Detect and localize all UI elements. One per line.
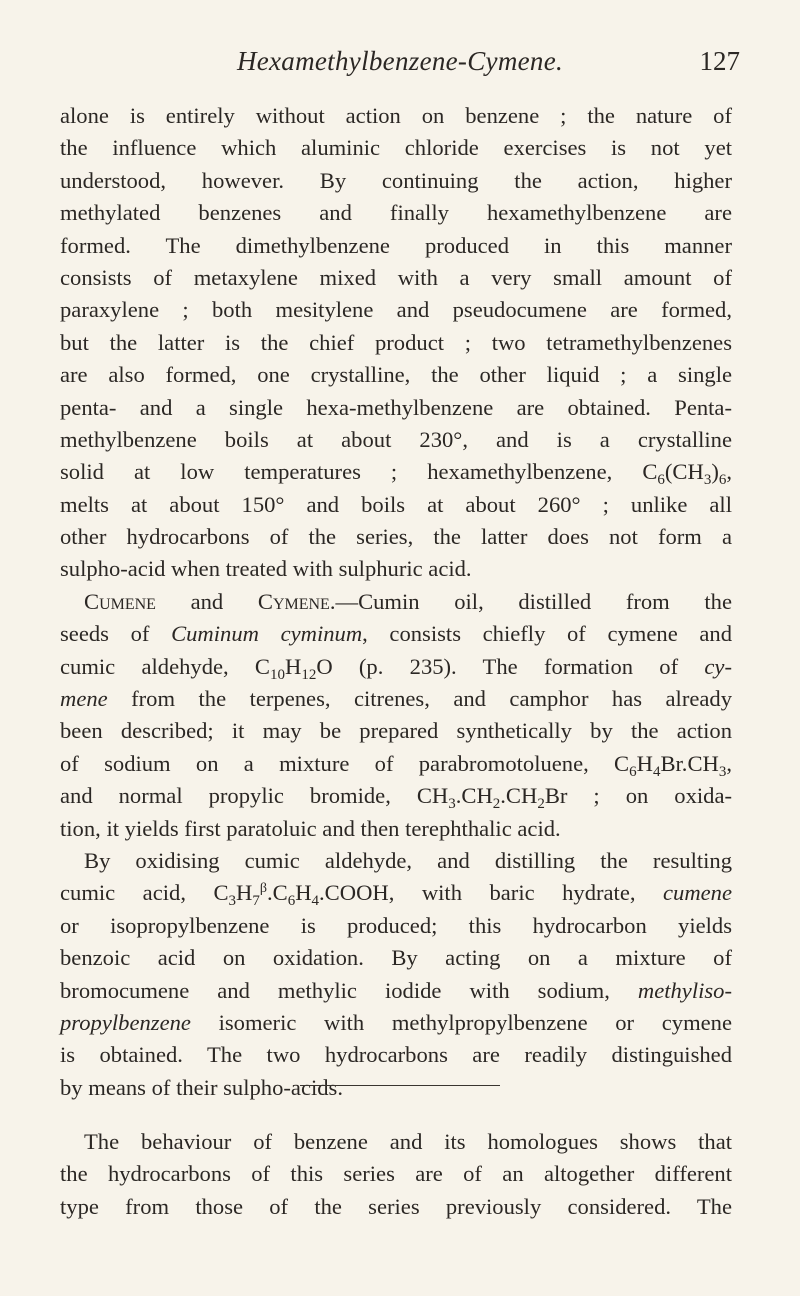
text-line: By oxidising cumic aldehyde, and distilling the resulting	[84, 847, 732, 873]
text-line-formula: cumic acid, $C_3H_7^\beta.C_6H_4.COOH$, with baric hydrate, cumene	[60, 880, 732, 910]
paragraph-cumene-cymene	[60, 586, 732, 845]
page-number: 127	[699, 46, 740, 76]
text-line: is obtained. The two hydrocarbons are readily distinguished	[60, 1042, 732, 1068]
page-header	[60, 46, 740, 86]
paragraph-aluminic-chloride	[60, 100, 732, 586]
text-line: by means of their sulpho-acids.	[60, 1074, 343, 1100]
text-line: but the latter is the chief product ; two tetramethylbenzenes	[60, 329, 732, 355]
text-line: formed. The dimethylbenzene produced in this manner	[60, 232, 732, 258]
text-line: type from those of the series previously considered. The	[60, 1193, 732, 1219]
main-text	[60, 100, 732, 1104]
text-line: benzoic acid on oxidation. By acting on a mixture of	[60, 945, 732, 971]
text-line: penta- and a single hexa-methylbenzene are obtained. Penta-	[60, 394, 732, 420]
text-line: sulpho-acid when treated with sulphuric acid.	[60, 556, 472, 582]
text-line: alone is entirely without action on benzene ; the nature of	[60, 103, 732, 128]
text-line: melts at about 150° and boils at about 260° ; unlike all	[60, 491, 732, 517]
text-line: mene from the terpenes, citrenes, and camphor has already	[60, 686, 732, 712]
paragraph-cumic-acid	[60, 845, 732, 1104]
text-line: methylbenzene boils at about 230°, and is a crystalline	[60, 426, 732, 452]
term-cymene: Cymene	[257, 588, 330, 614]
closing-paragraph	[60, 1126, 732, 1223]
section-divider	[300, 1085, 500, 1086]
text-line: consists of metaxylene mixed with a very small amount of	[60, 264, 732, 290]
text-line: been described; it may be prepared synthetically by the action	[60, 718, 732, 744]
text-line-formula: solid at low temperatures ; hexamethylbenzene, $C_6(CH_3)_6$,	[60, 459, 732, 489]
term-cumene: Cumene	[84, 588, 156, 614]
text-line: the influence which aluminic chloride exercises is not yet	[60, 135, 732, 161]
text-line: the hydrocarbons of this series are of an altogether different	[60, 1161, 732, 1187]
text-line: other hydrocarbons of the series, the latter does not form a	[60, 524, 732, 550]
text-line: methylated benzenes and finally hexamethylbenzene are	[60, 200, 732, 226]
text-line-formula: and normal propylic bromide, $CH_3.CH_2.CH_2Br$ ; on oxida-	[60, 783, 732, 813]
text-line: understood, however. By continuing the action, higher	[60, 167, 732, 193]
text-line: paraxylene ; both mesitylene and pseudocumene are formed,	[60, 297, 732, 323]
text-line: or isopropylbenzene is produced; this hydrocarbon yields	[60, 912, 732, 938]
text-line: are also formed, one crystalline, the other liquid ; a single	[60, 362, 732, 388]
text-line: seeds of Cuminum cyminum, consists chiefly of cymene and	[60, 621, 732, 647]
species-name: Cuminum cyminum	[171, 621, 363, 647]
text-line-section-heading: Cumene and Cymene.—Cumin oil, distilled from the	[84, 588, 732, 614]
text-line-formula: cumic aldehyde, $C_{10}H_{12}O$ (p. 235). The formation of cy-	[60, 653, 732, 683]
text-line: propylbenzene isomeric with methylpropylbenzene or cymene	[60, 1009, 732, 1035]
text-line: The behaviour of benzene and its homologues shows that	[84, 1129, 732, 1154]
text-line: bromocumene and methylic iodide with sodium, methyliso-	[60, 977, 732, 1003]
text-line-formula: of sodium on a mixture of parabromotoluene, $C_6H_4Br.CH_3$,	[60, 750, 732, 780]
running-title: Hexamethylbenzene-Cymene.	[236, 46, 564, 76]
text-line: tion, it yields first paratoluic and then terephthalic acid.	[60, 815, 561, 841]
